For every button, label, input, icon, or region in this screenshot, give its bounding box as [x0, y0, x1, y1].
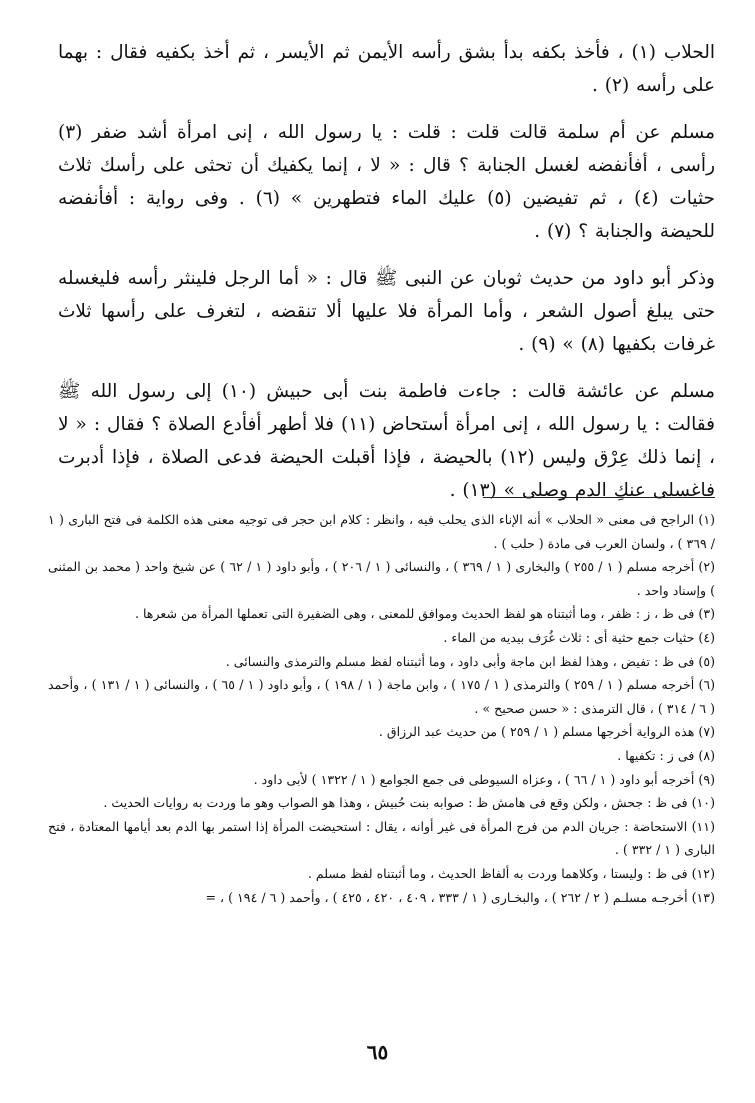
footnote: (٩) أخرجه أبو داود ( ١ / ٦٦ ) ، وعزاه السيوطى فى جمع الجوامع ( ١ / ١٣٢٢ ) لأبى داود .	[253, 771, 715, 787]
paragraph: وذكر أبو داود من حديث ثوبان عن النبى ﷺ قال : « أما الرجل فلينثر رأسه فليغسله حتى يبلغ أصول الشعر ، وأما المرأة فلا عليها ألا تنقضه ، لتغرف على رأسها ثلاث غرفات بكفيها (٨) » (٩) .	[58, 268, 715, 355]
paragraph: مسلم عن عائشة قالت : جاءت فاطمة بنت أبى حبيش (١٠) إلى رسول الله ﷺ فقالت : يا رسول الله ، إنى امرأة أستحاض (١١) فلا أطهر أفأدع الصلاة ؟ فقال : « لا ، إنما ذلك عِرْق وليس (١٢) بالحيضة ، فإذا أقبلت الحيضة فدعى الصلاة ، فإذا أدبرت فاغسلى عنكِ الدم وصلى » (١٣) .	[58, 381, 715, 501]
footnote: (١٢) فى ظ : وليستا ، وكلاهما وردت به ألفاظ الحديث ، وما أثبتناه لفظ مسلم .	[307, 865, 715, 881]
paragraph: الحلاب (١) ، فأخذ بكفه بدأ بشق رأسه الأيمن ثم الأيسر ، ثم أخذ بكفيه فقال : بهما على رأسه (٢) .	[58, 42, 715, 96]
footnote: (٣) فى ظ ، ز : ظفر ، وما أثبتناه هو لفظ الحديث وموافق للمعنى ، وهى الضفيرة التى تعملها المرأة من شعرها .	[134, 606, 715, 622]
footnote: (٦) أخرجه مسلم ( ١ / ٢٥٩ ) والترمذى ( ١ / ١٧٥ ) ، وابن ماجة ( ١ / ١٩٨ ) ، وأبو داود ( ١ / ٦٥ ) ، والنسائى ( ١ / ١٣١ ) ، وأحمد ( ٦ / ٣١٤ ) ، قال الترمذى : « حسن صحيح » .	[48, 677, 716, 716]
page-number: ٦٥	[366, 1040, 389, 1064]
main-text	[58, 36, 715, 521]
footnote: (٧) هذه الرواية أخرجها مسلم ( ١ / ٢٥٩ ) من حديث عبد الرزاق .	[378, 724, 715, 740]
footnote: (٨) فى ز : تكفيها .	[617, 747, 715, 763]
footnotes	[48, 508, 715, 909]
footnote: (١٣) أخرجـه مسلـم ( ٢ / ٢٦٢ ) ، والبخـارى ( ١ / ٣٣٣ ، ٤٠٩ ، ٤٢٠ ، ٤٢٥ ) ، وأحمد ( ٦ / ١٩٤ ) ، =	[205, 889, 715, 905]
footnote: (٤) حثيات جمع حثية أى : ثلاث غُرَف بيديه من الماء .	[443, 629, 715, 645]
footnote: (١) الراجح فى معنى « الحلاب » أنه الإناء الذى يحلب فيه ، وانظر : كلام ابن حجر فى توجيه معنى هذه الكلمة فى فتح البارى ( ١ / ٣٦٩ ) ، ولسان العرب فى مادة ( حلب ) .	[48, 512, 715, 551]
footnote: (١١) الاستحاضة : جريان الدم من فرج المرأة فى غير أوانه ، يقال : استحيضت المرأة إذا استمر بها الدم بعد أيامها المعتادة ، فتح البارى ( ١ / ٣٣٢ ) .	[48, 818, 715, 858]
footnote-divider	[483, 497, 715, 498]
footnote: (٥) فى ظ : تفيض ، وهذا لفظ ابن ماجة وأبى داود ، وما أثبتناه لفظ مسلم والترمذى والنسائى .	[225, 653, 715, 669]
footnote: (٢) أخرجه مسلم ( ١ / ٢٥٥ ) والبخارى ( ١ / ٣٦٩ ) ، والنسائى ( ١ / ٢٠٦ ) ، وأبو داود ( ١ / ٦٢ ) عن شيخ واحد ( محمد بن المثنى ) وإسناد واحد .	[48, 559, 716, 598]
paragraph: مسلم عن أم سلمة قالت قلت : قلت : يا رسول الله ، إنى امرأة أشد ضفر (٣) رأسى ، أفأنفضه لغسل الجنابة ؟ قال : « لا ، إنما يكفيك أن تحثى على رأسك ثلاث حثيات (٤) ، ثم تفيضين (٥) عليك الماء فتطهرين » (٦) . وفى رواية : أفأنفضه للحيضة والجنابة ؟ (٧) .	[58, 122, 715, 242]
footnote: (١٠) فى ظ : جحش ، ولكن وقع فى هامش ظ : صوابه بنت حُبيش ، وهذا هو الصواب وهو ما وردت به روايات الحديث .	[103, 795, 715, 811]
